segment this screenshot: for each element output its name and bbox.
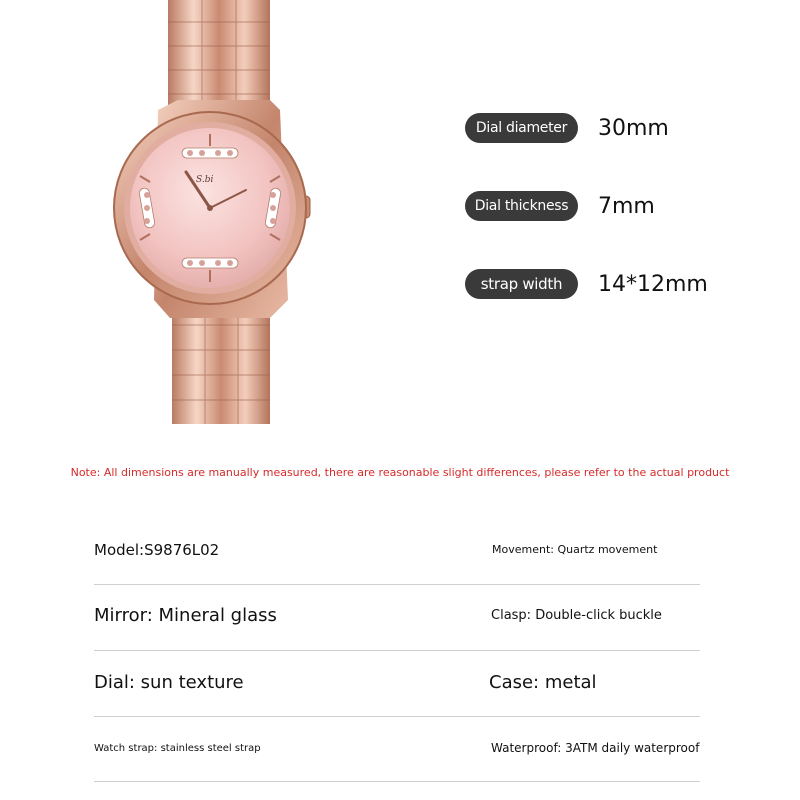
attr-case: Case: metal — [489, 672, 597, 693]
spec-label-pill: Dial thickness — [465, 191, 578, 221]
spec-row-dial-diameter — [465, 113, 669, 143]
divider — [94, 650, 700, 651]
spec-row-strap-width — [465, 269, 708, 299]
spec-label-pill: strap width — [465, 269, 578, 299]
strap-upper — [168, 0, 270, 115]
attr-clasp: Clasp: Double-click buckle — [491, 608, 662, 623]
strap-lower — [172, 300, 270, 424]
spec-value: 7mm — [598, 193, 655, 219]
divider — [94, 716, 700, 717]
attr-movement: Movement: Quartz movement — [492, 543, 658, 556]
spec-row-dial-thickness — [465, 191, 655, 221]
spec-label-pill: Dial diameter — [465, 113, 578, 143]
spec-value: 14*12mm — [598, 271, 708, 297]
attr-mirror: Mirror: Mineral glass — [94, 605, 277, 626]
attr-model: Model:S9876L02 — [94, 541, 220, 559]
watch-product-image — [110, 0, 330, 430]
brand-logo: S.bi — [196, 175, 214, 185]
attr-dial: Dial: sun texture — [94, 672, 244, 693]
spec-value: 30mm — [598, 115, 669, 141]
divider — [94, 584, 700, 585]
attr-waterproof: Waterproof: 3ATM daily waterproof — [491, 741, 700, 755]
measurement-note: Note: All dimensions are manually measured, there are reasonable slight differences, please refer to the actual product — [70, 466, 730, 479]
divider — [94, 781, 700, 782]
attr-strap: Watch strap: stainless steel strap — [94, 743, 261, 754]
